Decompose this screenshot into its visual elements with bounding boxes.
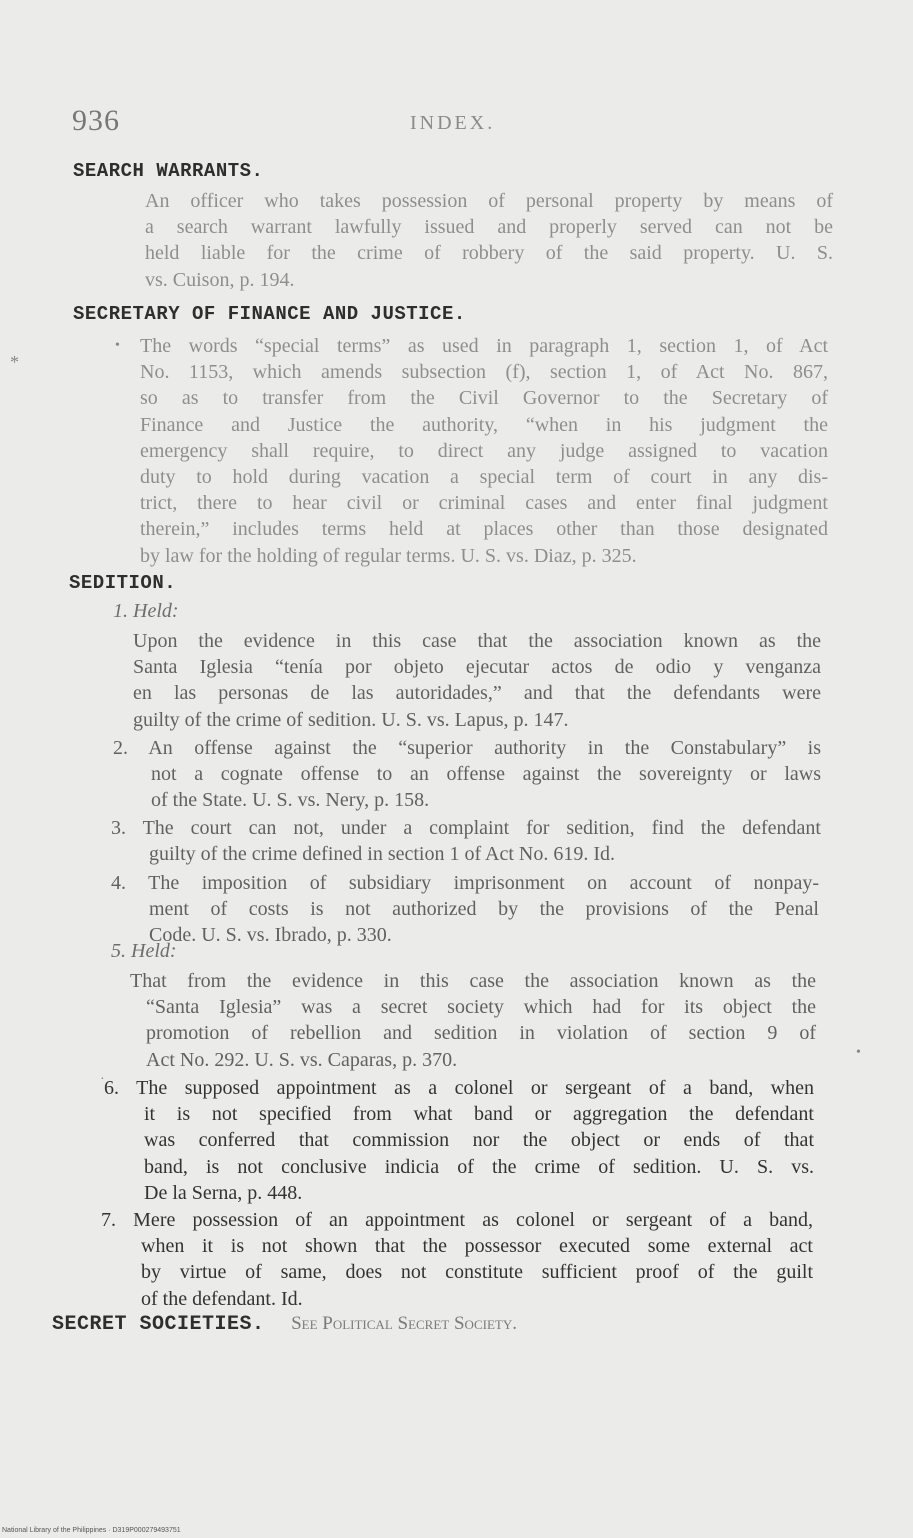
sedition-item-3 xyxy=(111,815,821,867)
text-line: vs. Cuison, p. 194. xyxy=(145,268,295,291)
footer-credit: National Library of the Philippines · D319P000279493751 xyxy=(2,1527,181,1534)
text-line: en las personas de las autoridades,” and that the defendants were xyxy=(133,682,821,705)
sedition-item-5 xyxy=(130,968,816,1073)
heading-sedition: SEDITION. xyxy=(69,572,177,594)
text-line: The words “special terms” as used in paragraph 1, section 1, of Act xyxy=(140,335,828,357)
running-title: INDEX. xyxy=(410,112,496,134)
text-line: 7. Mere possession of an appointment as colonel or sergeant of a band, xyxy=(101,1209,813,1231)
text-line: therein,” includes terms held at places other than those designated xyxy=(140,518,828,541)
text-line: Upon the evidence in this case that the association known as the xyxy=(133,630,821,652)
text-line: promotion of rebellion and sedition in violation of section 9 of xyxy=(146,1022,816,1045)
text-line: band, is not conclusive indicia of the crime of sedition. U. S. vs. xyxy=(144,1155,814,1178)
margin-mark: * xyxy=(10,352,19,372)
text-line: 2. An offense against the “superior authority in the Constabulary” is xyxy=(113,737,821,759)
text-line: was conferred that commission nor the object or ends of that xyxy=(144,1129,814,1152)
text-line: by virtue of same, does not constitute sufficient proof of the guilt xyxy=(141,1261,813,1284)
text-line: emergency shall require, to direct any judge assigned to vacation xyxy=(140,439,828,462)
heading-secretary-finance-justice: SECRETARY OF FINANCE AND JUSTICE. xyxy=(73,303,466,325)
text-line: Act No. 292. U. S. vs. Caparas, p. 370. xyxy=(146,1048,458,1071)
text-line: when it is not shown that the possessor executed some external act xyxy=(141,1235,813,1258)
text-line: of the State. U. S. vs. Nery, p. 158. xyxy=(151,789,430,812)
text-line: Santa Iglesia “tenía por objeto ejecutar actos de odio y venganza xyxy=(133,656,821,679)
text-line: “Santa Iglesia” was a secret society which had for its object the xyxy=(146,996,816,1019)
see-reference: See Political Secret Society. xyxy=(291,1313,517,1334)
text-line: held liable for the crime of robbery of the said property. U. S. xyxy=(145,242,833,265)
entry-secretary xyxy=(140,333,828,569)
margin-mark: · xyxy=(100,1072,105,1087)
heading-search-warrants: SEARCH WARRANTS. xyxy=(73,160,264,182)
text-line: An officer who takes possession of personal property by means of xyxy=(145,190,833,212)
text-line: ment of costs is not authorized by the provisions of the Penal xyxy=(149,898,819,921)
text-line: guilty of the crime of sedition. U. S. vs. Lapus, p. 147. xyxy=(133,708,569,731)
text-line: so as to transfer from the Civil Governor to the Secretary of xyxy=(140,387,828,410)
entry-search-warrants xyxy=(145,188,833,293)
text-line: 6. The supposed appointment as a colonel or sergeant of a band, when xyxy=(104,1077,814,1099)
sedition-item-7 xyxy=(101,1207,813,1312)
text-line: No. 1153, which amends subsection (f), section 1, of Act No. 867, xyxy=(140,361,828,384)
held-label-5: 5. Held: xyxy=(111,940,177,962)
text-line: 3. The court can not, under a complaint for sedition, find the defendant xyxy=(111,817,821,839)
text-line: trict, there to hear civil or criminal cases and enter final judgment xyxy=(140,492,828,515)
sedition-item-2 xyxy=(113,735,821,814)
text-line: Finance and Justice the authority, “when in his judgment the xyxy=(140,413,828,436)
text-line: not a cognate offense to an offense against the sovereignty or laws xyxy=(151,763,821,786)
text-line: 4. The imposition of subsidiary imprisonment on account of nonpay- xyxy=(111,872,819,894)
page-number: 936 xyxy=(72,104,120,137)
text-line: That from the evidence in this case the association known as the xyxy=(130,970,816,992)
sedition-item-4 xyxy=(111,870,819,949)
sedition-item-1 xyxy=(133,628,821,733)
text-line: it is not specified from what band or aggregation the defendant xyxy=(144,1103,814,1126)
heading-secret-societies xyxy=(52,1313,517,1336)
sedition-item-6 xyxy=(104,1075,814,1206)
held-label-1: 1. Held: xyxy=(113,600,179,622)
heading-secret-societies-label: SECRET SOCIETIES. xyxy=(52,1313,265,1336)
text-line: De la Serna, p. 448. xyxy=(144,1181,303,1204)
text-line: by law for the holding of regular terms. U. S. vs. Diaz, p. 325. xyxy=(140,544,637,567)
text-line: guilty of the crime defined in section 1 of Act No. 619. Id. xyxy=(149,843,616,866)
text-line: duty to hold during vacation a special term of court in any dis- xyxy=(140,466,828,489)
text-line: Code. U. S. vs. Ibrado, p. 330. xyxy=(149,924,392,947)
page-header xyxy=(72,104,832,144)
margin-mark: • xyxy=(856,1045,861,1060)
text-line: of the defendant. Id. xyxy=(141,1287,303,1310)
margin-mark: • xyxy=(115,338,120,353)
text-line: a search warrant lawfully issued and properly served can not be xyxy=(145,216,833,239)
